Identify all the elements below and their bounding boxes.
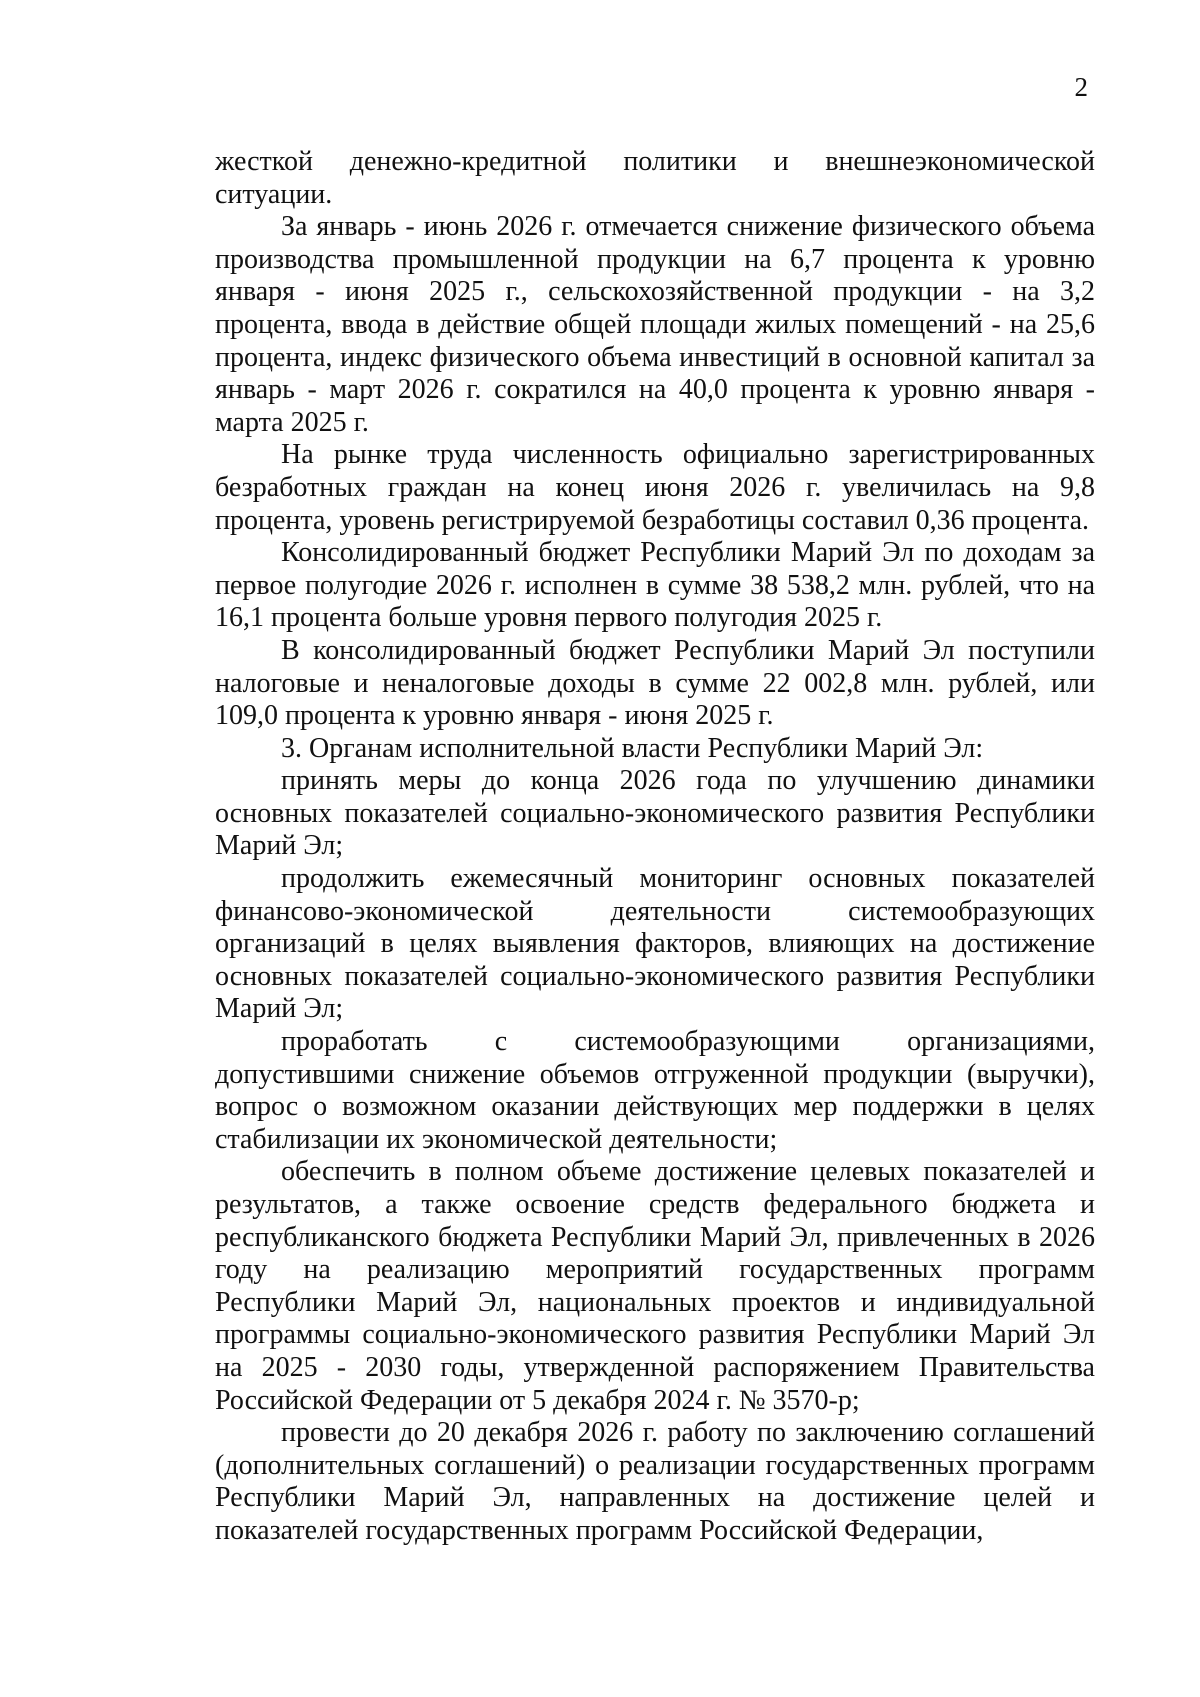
paragraph-labor-market: На рынке труда численность официально зарегистрированных безработных граждан на конец июня 2026 г. увеличилась на 9,8 процента, уровень регистрируемой безработицы составил 0,36 процента. xyxy=(215,439,1095,536)
page-number: 2 xyxy=(1074,72,1088,102)
paragraph-production-dynamics: За январь - июнь 2026 г. отмечается снижение физического объема производства промышленной продукции на 6,7 процента к уровню января - июня 2025 г., сельскохозяйственной продукции - на 3,2 процента, ввода в действие общей площади жилых помещений - на 25,6 процента, индекс физического объема инвестиций в основной капитал за январь - март 2026 г. сократился на 40,0 процента к уровню января - марта 2025 г. xyxy=(215,211,1095,438)
paragraph-budget-revenue: Консолидированный бюджет Республики Марий Эл по доходам за первое полугодие 2026 г. исполнен в сумме 38 538,2 млн. рублей, что на 16,1 процента больше уровня первого полугодия 2025 г. xyxy=(215,537,1095,634)
paragraph-tax-revenue: В консолидированный бюджет Республики Марий Эл поступили налоговые и неналоговые доходы в сумме 22 002,8 млн. рублей, или 109,0 процента к уровню января - июня 2025 г. xyxy=(215,634,1095,732)
paragraph-section-3-heading: 3. Органам исполнительной власти Республики Марий Эл: xyxy=(281,732,984,764)
paragraph-task-support: проработать с системообразующими организациями, допустившими снижение объемов отгруженной продукции (выручки), вопрос о возможном оказании действующих мер поддержки в целях стабилизации их экономической деятельности; xyxy=(215,1026,1095,1155)
paragraph-task-agreements: провести до 20 декабря 2026 г. работу по заключению соглашений (дополнительных соглашений) о реализации государственных программ Республики Марий Эл, направленных на достижение целей и показателей государственных программ Российской Федерации, xyxy=(215,1417,1095,1546)
paragraph-continuation: жесткой денежно-кредитной политики и внешнеэкономической ситуации. xyxy=(215,146,1095,210)
document-body xyxy=(215,146,1095,1548)
paragraph-task-monitoring: продолжить ежемесячный мониторинг основных показателей финансово-экономической деятельности системообразующих организаций в целях выявления факторов, влияющих на достижение основных показателей социально-экономического развития Республики Марий Эл; xyxy=(215,863,1095,1025)
paragraph-task-targets: обеспечить в полном объеме достижение целевых показателей и результатов, а также освоение средств федерального бюджета и республиканского бюджета Республики Марий Эл, привлеченных в 2026 году на реализацию мероприятий государственных программ Республики Марий Эл, национальных проектов и индивидуальной программы социально-экономического развития Республики Марий Эл на 2025 - 2030 годы, утвержденной распоряжением Правительства Российской Федерации от 5 декабря 2024 г. № 3570-р; xyxy=(215,1156,1095,1416)
paragraph-task-measures: принять меры до конца 2026 года по улучшению динамики основных показателей социально-экономического развития Республики Марий Эл; xyxy=(215,765,1095,862)
